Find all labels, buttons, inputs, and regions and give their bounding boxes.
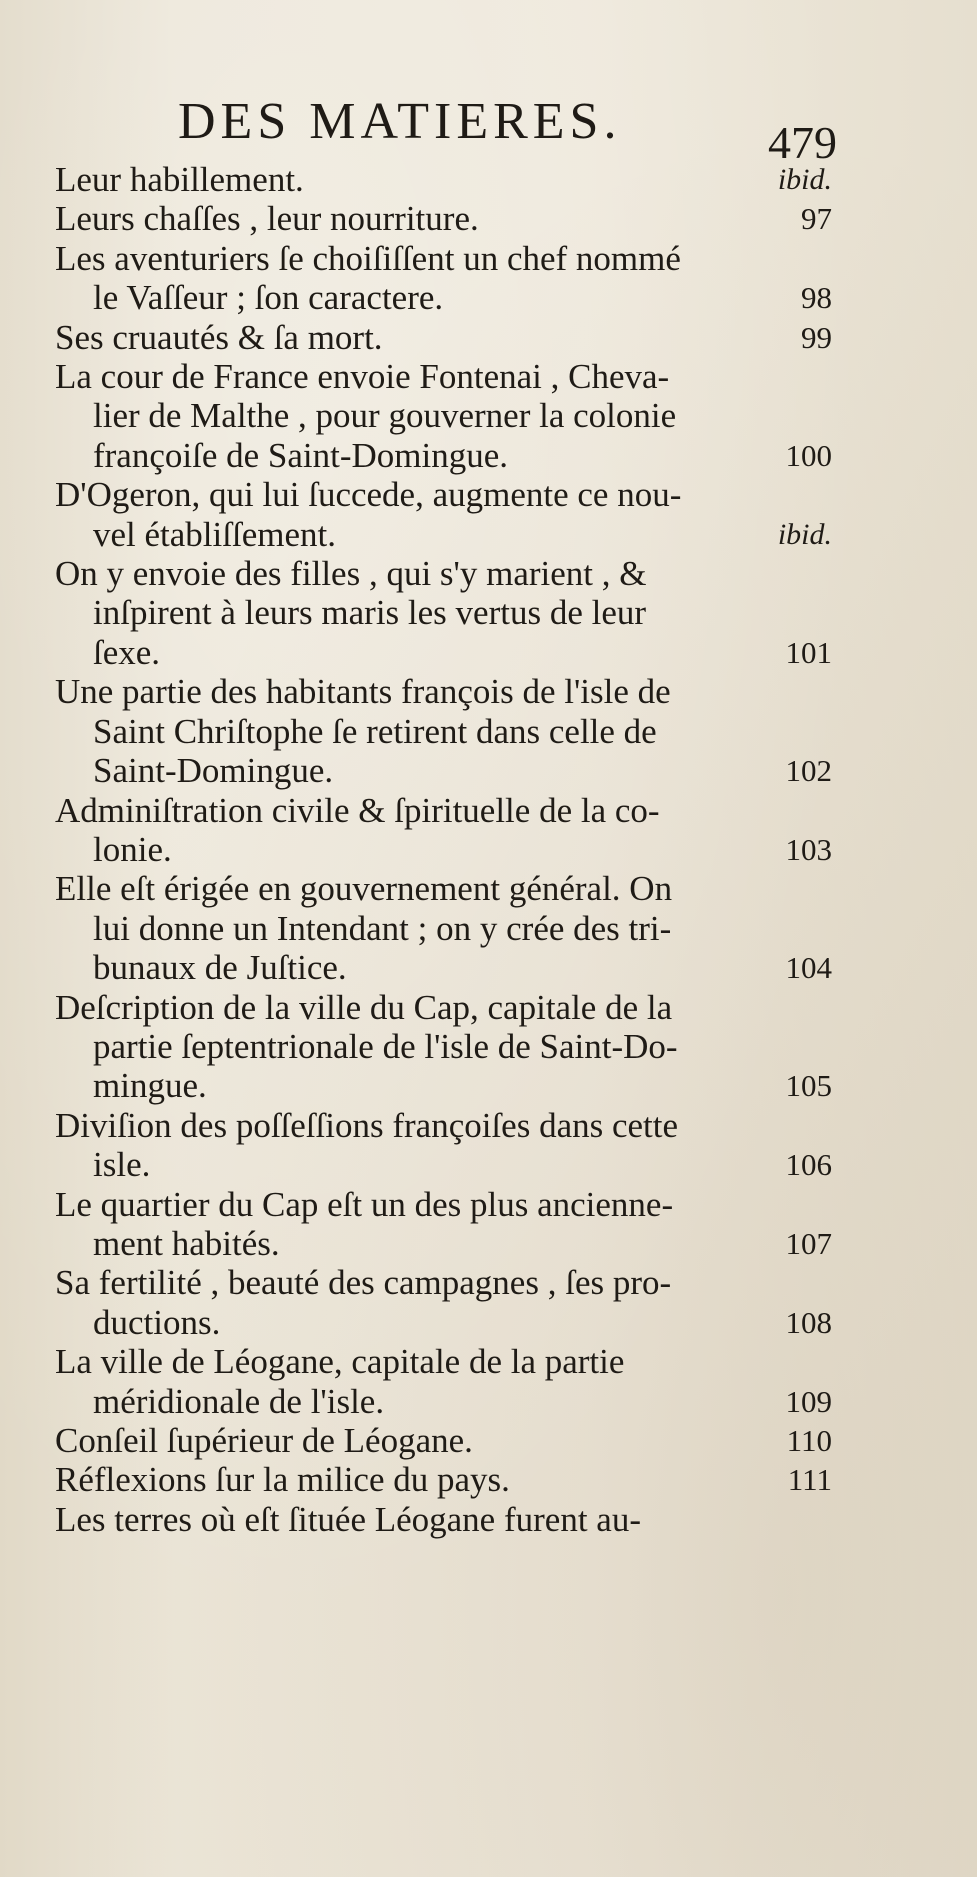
entry-page-ref: 108 [785,1304,832,1340]
entry-page-ref: 98 [801,280,832,316]
entry-line: Une partie des habitants françois de l'isle de [55,672,671,712]
entry-line: Diviſion des poſſeſſions françoiſes dans cette [55,1105,679,1145]
page-number: 479 [768,117,837,168]
entry-line: Les terres où eſt ſituée Léogane furent au- [55,1499,641,1539]
entry-page-ref: 110 [786,1423,832,1458]
index-entry [55,554,832,672]
entry-page-ref: 99 [801,319,832,355]
entry-page-ref: 107 [785,1225,832,1261]
entry-page-ref: ibid. [777,517,832,551]
entry-line: Leur habillement. [55,160,304,199]
entry-page-ref: 105 [785,1068,832,1104]
entry-page-ref: 101 [785,634,832,670]
entry-page-ref: 97 [801,201,832,237]
index-entry [55,199,832,238]
entry-line: partie ſeptentrionale de l'isle de Saint-Do- [93,1026,678,1066]
index-entry [55,318,832,357]
index-entries [55,160,832,1539]
entry-line: Conſeil ſupérieur de Léogane. [55,1421,473,1460]
index-entry [55,791,832,870]
index-entry [55,988,832,1106]
entry-line: Saint-Domingue. [93,751,334,791]
entry-line: D'Ogeron, qui lui ſuccede, augmente ce nou- [55,475,682,515]
index-entry [55,239,832,318]
entry-line: méridionale de l'isle. [93,1381,385,1421]
entry-line: isle. [93,1145,151,1185]
index-entry [55,1185,832,1264]
entry-page-ref: 103 [785,831,832,867]
entry-line: Sa fertilité , beauté des campagnes , ſes pro- [55,1263,672,1303]
entry-line: françoiſe de Saint-Domingue. [93,435,509,475]
entry-line: Ses cruautés & ſa mort. [55,317,383,357]
index-entry [55,1460,832,1499]
index-entry [55,357,832,475]
entry-line: ment habités. [93,1223,280,1263]
entry-line: vel établiſſement. [93,514,336,554]
entry-page-ref: 109 [785,1383,832,1419]
running-head: DES MATIERES. [178,93,622,150]
entry-line: Elle eſt érigée en gouvernement général. On [55,869,673,909]
entry-line: bunaux de Juſtice. [93,948,347,988]
index-entry [55,1342,832,1421]
entry-line: La ville de Léogane, capitale de la partie [55,1342,625,1382]
index-entry [55,1421,832,1460]
entry-line: Réflexions ſur la milice du pays. [55,1460,510,1500]
entry-line: Deſcription de la ville du Cap, capitale de la [55,987,673,1027]
entry-page-ref: ibid. [777,163,832,196]
entry-line: lier de Malthe , pour gouverner la colonie [93,396,677,436]
entry-page-ref: 111 [787,1462,832,1498]
entry-line: Saint Chriſtophe ſe retirent dans celle de [93,711,657,751]
index-entry [55,160,832,199]
entry-line: lonie. [93,829,172,869]
entry-line: Le quartier du Cap eſt un des plus ancienne- [55,1184,674,1224]
entry-page-ref: 106 [785,1147,832,1183]
entry-line: le Vaſſeur ; ſon caractere. [93,278,444,318]
entry-line: Adminiſtration civile & ſpirituelle de la co- [55,790,660,830]
entry-line: inſpirent à leurs maris les vertus de leur [93,593,647,633]
index-entry [55,475,832,554]
entry-line: La cour de France envoie Fontenai , Cheva- [55,357,670,397]
entry-line: Leurs chaſſes , leur nourriture. [55,199,479,239]
index-entry [55,1106,832,1185]
index-entry [55,1263,832,1342]
entry-page-ref: 102 [785,753,832,789]
entry-page-ref: 100 [785,437,832,473]
index-entry [55,672,832,790]
index-entry [55,1500,832,1539]
entry-line: On y envoie des filles , qui s'y marient , & [55,554,647,594]
entry-page-ref: 104 [785,950,832,986]
index-entry [55,869,832,987]
entry-line: Les aventuriers ſe choiſiſſent un chef nommé [55,238,681,278]
entry-line: lui donne un Intendant ; on y crée des tri- [93,908,672,948]
entry-line: mingue. [93,1066,207,1106]
entry-line: ductions. [93,1302,221,1342]
entry-line: ſexe. [93,632,161,672]
